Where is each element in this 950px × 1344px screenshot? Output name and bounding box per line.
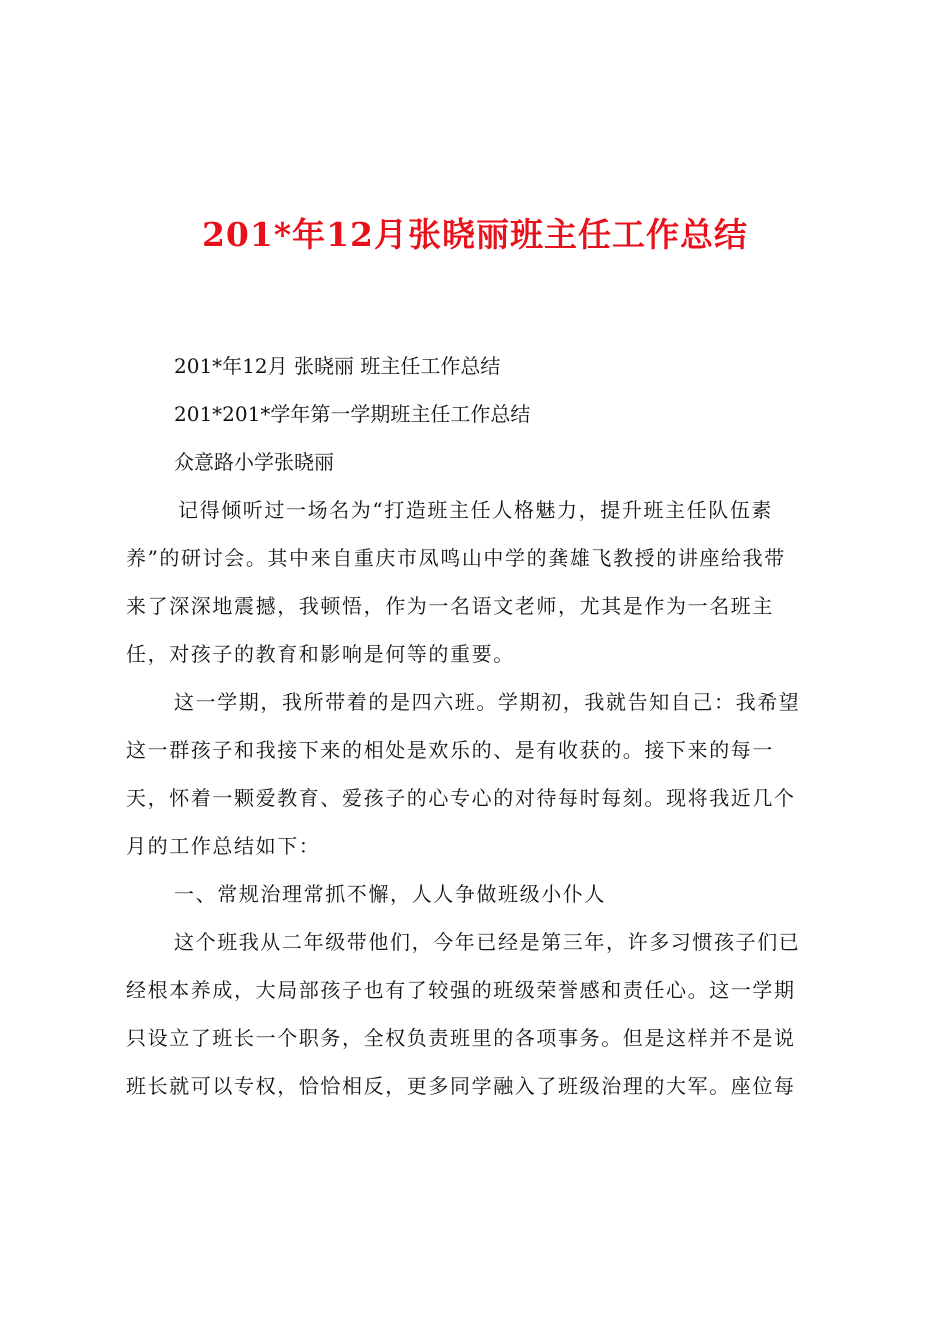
paragraph-line: 班长就可以专权，恰恰相反，更多同学融入了班级治理的大军。座位每 — [126, 1074, 796, 1098]
header-line: 201*201*学年第一学期班主任工作总结 — [174, 402, 531, 426]
paragraph — [126, 918, 834, 1110]
paragraph-line: 这一群孩子和我接下来的相处是欢乐的、是有收获的。接下来的每一 — [126, 738, 774, 762]
paragraph-line: 记得倾听过一场名为“打造班主任人格魅力，提升班主任队伍素 — [178, 498, 774, 522]
paragraph-line: 月的工作总结如下： — [126, 834, 321, 858]
paragraph-line: 这一学期，我所带着的是四六班。学期初，我就告知自己：我希望 — [174, 690, 801, 714]
paragraph — [126, 486, 834, 678]
paragraph-line: 养”的研讨会。其中来自重庆市凤鸣山中学的龚雄飞教授的讲座给我带 — [126, 546, 786, 570]
header-line: 201*年12月 张晓丽 班主任工作总结 — [174, 354, 501, 378]
document-title: 201*年12月张晓丽班主任工作总结 — [201, 215, 749, 254]
author-line: 众意路小学张晓丽 — [174, 450, 334, 474]
section-heading — [126, 870, 834, 918]
paragraph-line: 这个班我从二年级带他们，今年已经是第三年，许多习惯孩子们已 — [174, 930, 801, 954]
paragraph — [126, 678, 834, 870]
document-body — [126, 342, 834, 1110]
section-heading-line: 一、常规治理常抓不懈，人人争做班级小仆人 — [174, 882, 606, 906]
paragraph-line: 天，怀着一颗爱教育、爱孩子的心专心的对待每时每刻。现将我近几个 — [126, 786, 796, 810]
paragraph-line: 经根本养成，大局部孩子也有了较强的班级荣誉感和责任心。这一学期 — [126, 978, 796, 1002]
paragraph-line: 来了深深地震撼，我顿悟，作为一名语文老师，尤其是作为一名班主 — [126, 594, 774, 618]
paragraph-line: 任，对孩子的教育和影响是何等的重要。 — [126, 642, 515, 666]
paragraph-line: 只设立了班长一个职务，全权负责班里的各项事务。但是这样并不是说 — [126, 1026, 796, 1050]
